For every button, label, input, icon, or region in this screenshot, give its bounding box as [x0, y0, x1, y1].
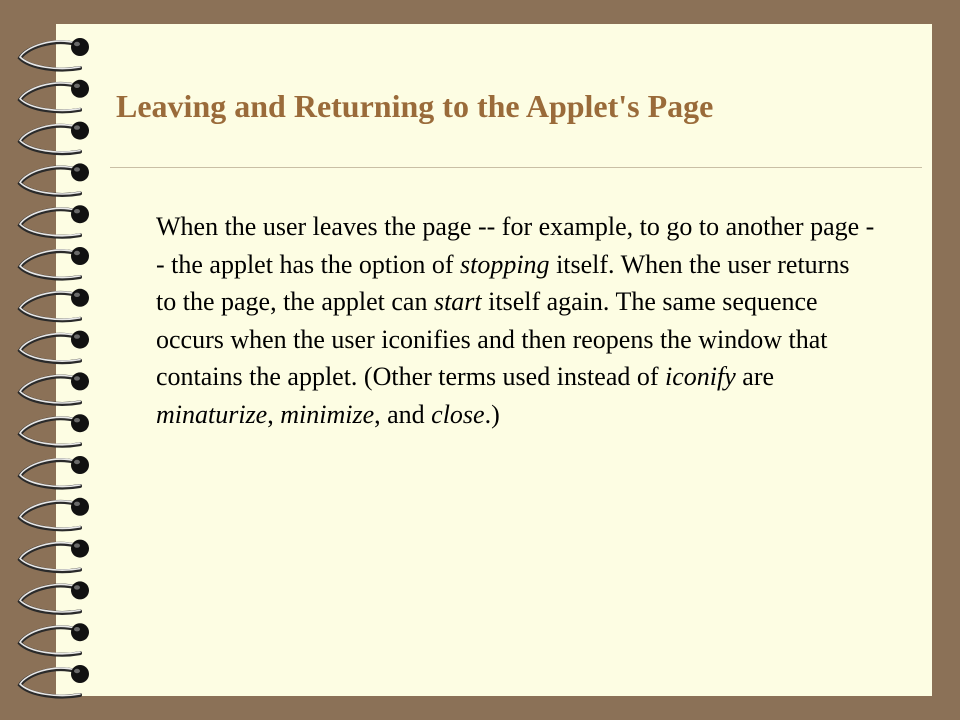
spiral-ring: [20, 665, 89, 697]
spiral-ring: [20, 414, 89, 446]
spiral-ring: [20, 289, 89, 321]
emphasis-minaturize: minaturize: [156, 399, 268, 429]
emphasis-iconify: iconify: [665, 362, 736, 391]
body-text-segment: ,: [267, 399, 281, 429]
slide-title: Leaving and Returning to the Applet's Page: [116, 88, 714, 124]
spiral-ring: [20, 122, 89, 154]
emphasis-minimize: minimize: [280, 399, 375, 429]
body-text-segment: itself. When the user returns to the page, the applet can: [156, 249, 850, 316]
spiral-ring: [20, 623, 89, 655]
body-text-segment: are: [735, 362, 775, 391]
spiral-ring: [20, 498, 89, 530]
spiral-ring: [20, 540, 89, 572]
spiral-ring: [20, 163, 89, 195]
emphasis-start: start: [433, 287, 482, 316]
body-paragraph: [156, 208, 876, 433]
spiral-ring: [20, 331, 89, 363]
body-text-segment: .): [484, 399, 500, 429]
spiral-ring: [20, 38, 89, 70]
title-divider: [110, 167, 922, 168]
emphasis-close: close: [431, 399, 485, 429]
spiral-ring: [20, 205, 89, 237]
spiral-binding-icon: [0, 0, 110, 720]
spiral-ring: [20, 372, 89, 404]
body-text-segment: When the user leaves the page -- for example, to go to another page -- the applet has the option of: [156, 212, 875, 279]
spiral-ring: [20, 581, 89, 613]
body-text-segment: itself again. The same sequence occurs when the user iconifies and then reopens the window that contains the applet. (Other terms used instead of: [156, 287, 828, 391]
body-text-segment: , and: [374, 399, 432, 429]
spiral-ring: [20, 247, 89, 279]
spiral-ring: [20, 456, 89, 488]
spiral-ring: [20, 80, 89, 112]
emphasis-stopping: stopping: [459, 249, 550, 279]
